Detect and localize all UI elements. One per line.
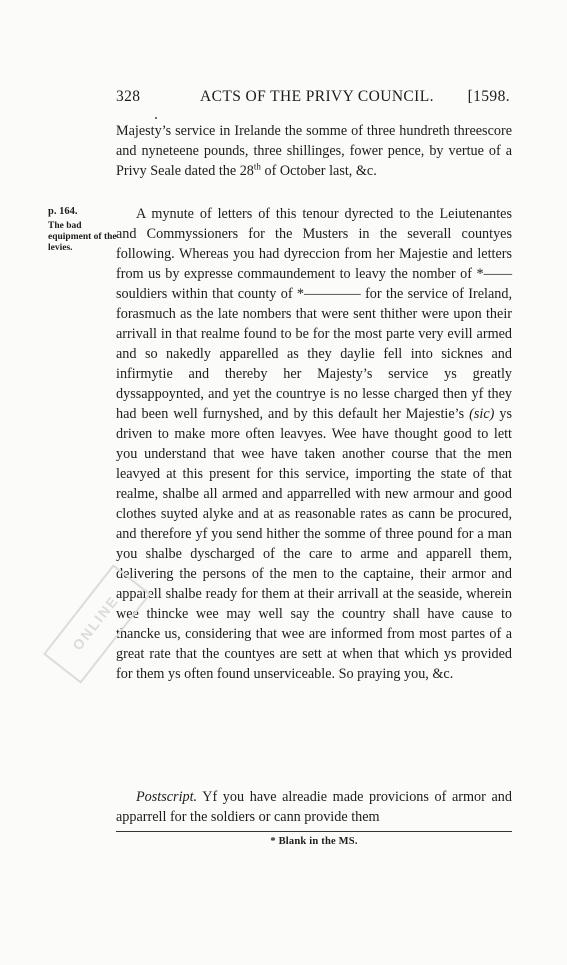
running-title: ACTS OF THE PRIVY COUNCIL. (200, 88, 434, 105)
margin-page-reference: p. 164. (48, 206, 78, 217)
minute-text-3: for the service of Ireland, forasmuch as the late nombers that were sent thither were upon their arrivall in that realme found to be for the most parte very evill armed and so nakedly apparelled as they daylie fell into sicknes and infirmytie and thereby her Majesty’s service ys greatly dyssappoynted, and yet the countrye is no lesse charged then yf they had been well furnyshed, and by this default her Majestie’s (116, 286, 512, 422)
sic-note: (sic) (469, 406, 495, 422)
postscript-paragraph (116, 787, 512, 827)
margin-sidenote: The bad equipment of the levies. (48, 221, 117, 253)
continuation-text: Majesty’s service in Irelande the somme of three hundreth threescore and nyneteene pounds, three shillinges, fower pence, by vertue of a Privy Seale dated the 28 (116, 123, 512, 179)
minute-text-2: souldiers within that county of (116, 286, 297, 302)
page-number: 328 (116, 88, 141, 105)
ordinal-suffix: th (253, 161, 261, 172)
minute-text-1: A mynute of letters of this tenour dyrected to the Leiutenantes and Commyssioners for the Musters in the severall countyes following. Whereas you had dyreccion from her Majestie and letters from us by expresse commaundement to leavy the nomber of (116, 206, 512, 282)
margin-notes (48, 206, 118, 254)
minute-paragraph (116, 204, 512, 684)
blank-marker-1: *—— (476, 266, 512, 282)
running-header (116, 88, 510, 110)
postscript-label: Postscript. (136, 789, 198, 805)
ink-dot (155, 117, 157, 119)
header-year: [1598. (467, 88, 510, 105)
footnote-rule (116, 831, 512, 832)
continuation-paragraph (116, 121, 512, 181)
footnote: * Blank in the MS. (270, 836, 358, 847)
continuation-tail: of October last, &c. (260, 163, 377, 179)
postscript-text: Yf you have alreadie made provicions of armor and apparrell for the soldiers or cann provide them (116, 789, 512, 825)
watermark-stamp: ONLINE (43, 564, 151, 683)
blank-marker-2: *———— (296, 286, 366, 302)
minute-text-4: ys driven to make more often leavyes. Wee have thought good to lett you understand that wee have taken another course that the men leavyed at this present for this service, importing the state of that realme, shalbe all armed and apparrelled with new armour and good clothes suyted alyke and at as reasonable rates as cann be procured, and therefore yf you send hither the somme of three pound for a man you shalbe dyscharged of the care to arme and apparell them, delivering the persons of the men to the captaine, their armor and apparell shalbe ready for them at their arrivall at the seaside, wherein wee thincke wee may well say the country shall have cause to thancke us, considering that wee are informed from most partes of a great rate that the countyes are sett at when that which ys provided for them ys often found unserviceable. So praying you, &c. (116, 406, 512, 682)
